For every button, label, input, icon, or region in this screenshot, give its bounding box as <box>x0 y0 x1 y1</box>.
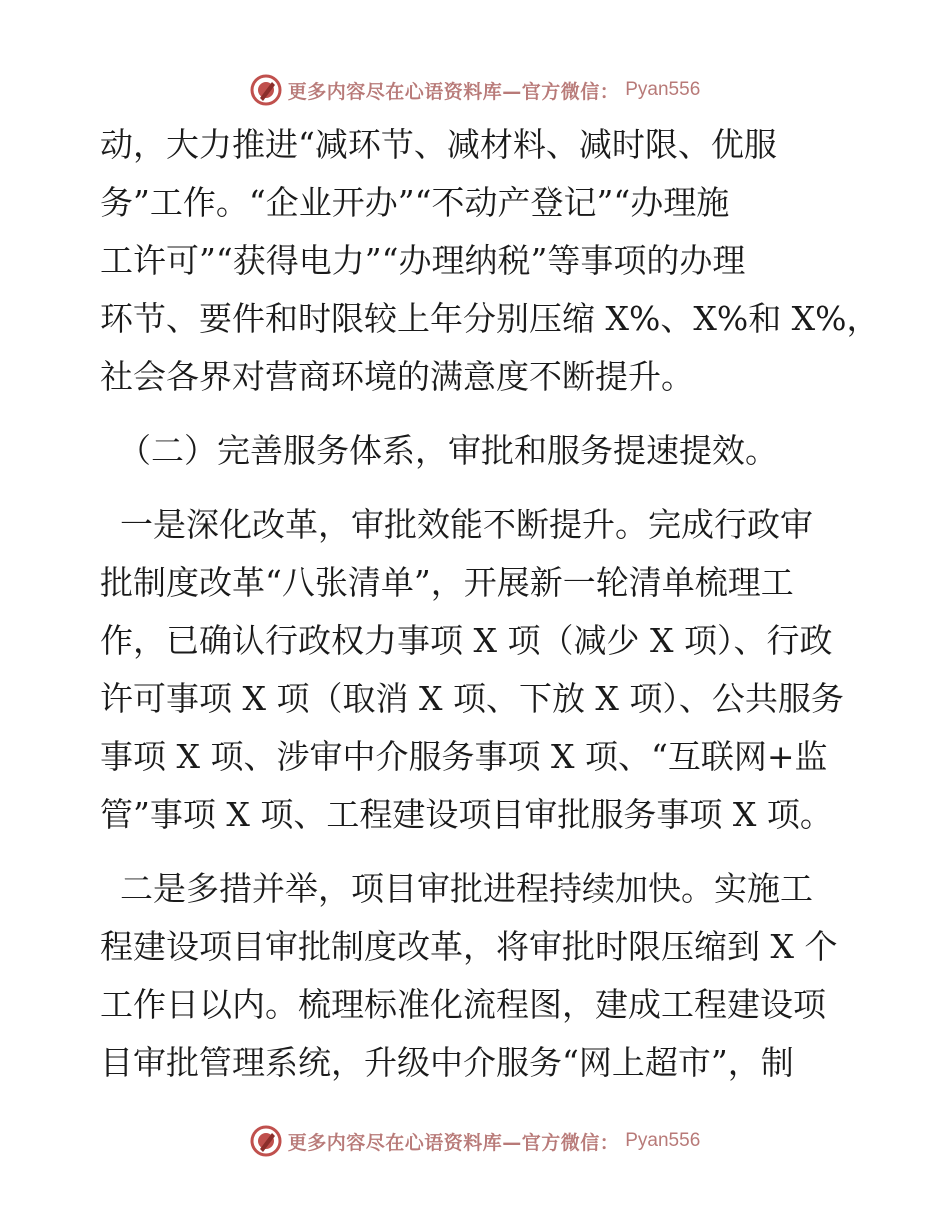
text-line: 务”工作。“企业开办”“不动产登记”“办理施 <box>100 183 730 222</box>
watermark-text: 更多内容尽在心语资料库—官方微信： <box>287 80 620 103</box>
text-line: 程建设项目审批制度改革，将审批时限压缩到 X 个 <box>100 927 838 966</box>
text-line: 动，大力推进“减环节、减材料、减时限、优服 <box>100 125 777 164</box>
text-line: 事项 X 项、涉审中介服务事项 X 项、“互联网+监 <box>100 737 828 776</box>
watermark-wechat-id: Pyan556 <box>625 1130 701 1151</box>
document-body <box>100 116 880 1092</box>
text-line: 工许可”“获得电力”“办理纳税”等事项的办理 <box>100 241 746 280</box>
pen-logo-icon <box>250 74 282 106</box>
text-line: 批制度改革“八张清单”，开展新一轮清单梳理工 <box>100 563 794 602</box>
watermark-wechat-id: Pyan556 <box>625 79 701 100</box>
watermark-footer <box>0 1121 950 1161</box>
text-line: 一是深化改革，审批效能不断提升。完成行政审 <box>120 505 813 544</box>
paragraph <box>100 496 852 844</box>
text-line: 社会各界对营商环境的满意度不断提升。 <box>100 357 694 396</box>
text-line: 许可事项 X 项（取消 X 项、下放 X 项）、公共服务 <box>100 679 844 718</box>
text-line: 工作日以内。梳理标准化流程图，建成工程建设项 <box>100 985 826 1024</box>
paragraph <box>100 116 880 406</box>
text-line: 目审批管理系统，升级中介服务“网上超市”，制 <box>100 1043 794 1082</box>
text-line: 作，已确认行政权力事项 X 项（减少 X 项）、行政 <box>100 621 833 660</box>
text-line: 管”事项 X 项、工程建设项目审批服务事项 X 项。 <box>100 795 833 834</box>
watermark-header <box>0 70 950 110</box>
section-heading <box>100 422 852 480</box>
text-line: 环节、要件和时限较上年分别压缩 X%、X%和 X%， <box>100 299 880 338</box>
watermark-text: 更多内容尽在心语资料库—官方微信： <box>287 1131 620 1154</box>
pen-logo-icon <box>250 1125 282 1157</box>
text-line: 二是多措并举，项目审批进程持续加快。实施工 <box>120 869 813 908</box>
heading-line: （二）完善服务体系，审批和服务提速提效。 <box>118 431 778 470</box>
paragraph <box>100 860 852 1092</box>
